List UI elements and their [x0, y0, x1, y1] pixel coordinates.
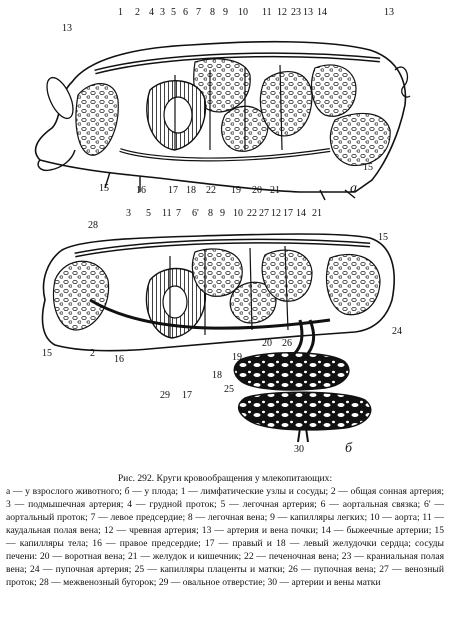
- label-a-6: 6: [183, 7, 188, 18]
- label-b-17: 17: [182, 390, 192, 401]
- label-a-15-left: 15: [99, 183, 109, 194]
- panel-a-diagram: [36, 42, 410, 200]
- panel-b-placenta-upper: [234, 353, 349, 390]
- label-b-6prime: 6': [192, 208, 199, 219]
- label-a-7: 7: [196, 7, 201, 18]
- label-a-13-left: 13: [62, 23, 72, 34]
- label-b-16: 16: [114, 354, 124, 365]
- label-a-9: 9: [223, 7, 228, 18]
- label-b-21: 21: [312, 208, 322, 219]
- label-b-3: 3: [126, 208, 131, 219]
- label-a-22: 22: [206, 185, 216, 196]
- label-a-8: 8: [210, 7, 215, 18]
- label-a-12: 12: [277, 7, 287, 18]
- label-a-1: 1: [118, 7, 123, 18]
- label-b-17-top: 17: [283, 208, 293, 219]
- label-b-30: 30: [294, 444, 304, 455]
- label-a-10: 10: [238, 7, 248, 18]
- label-a-17: 17: [168, 185, 178, 196]
- label-a-19: 19: [231, 185, 241, 196]
- label-b-20: 20: [262, 338, 272, 349]
- label-b-5: 5: [146, 208, 151, 219]
- label-a-2: 2: [135, 7, 140, 18]
- panel-a-kidney: [312, 65, 356, 116]
- label-a-21: 21: [270, 185, 280, 196]
- label-a-16: 16: [136, 185, 146, 196]
- label-b-29: 29: [160, 390, 170, 401]
- label-a-18: 18: [186, 185, 196, 196]
- label-b-12: 12: [271, 208, 281, 219]
- label-b-19: 19: [232, 352, 242, 363]
- label-a-20: 20: [252, 185, 262, 196]
- label-b-10: 10: [233, 208, 243, 219]
- label-b-8: 8: [208, 208, 213, 219]
- label-a-23: 23: [291, 7, 301, 18]
- label-b-22: 22: [247, 208, 257, 219]
- label-a-13: 13: [303, 7, 313, 18]
- label-b-7: 7: [176, 208, 181, 219]
- label-b-28: 28: [88, 220, 98, 231]
- panel-b-letter: б: [345, 441, 353, 456]
- label-a-3: 3: [160, 7, 165, 18]
- label-b-18: 18: [212, 370, 222, 381]
- label-a-13-right: 13: [384, 7, 394, 18]
- label-a-4: 4: [149, 7, 154, 18]
- label-b-11: 11: [162, 208, 172, 219]
- caption-title: Рис. 292. Круги кровообращения у млекопитающих:: [117, 473, 333, 484]
- panel-b-lungs: [192, 249, 242, 296]
- label-b-15-right: 15: [378, 232, 388, 243]
- label-b-26: 26: [282, 338, 292, 349]
- figure-caption: [6, 472, 444, 589]
- label-a-11: 11: [262, 7, 272, 18]
- label-b-9: 9: [220, 208, 225, 219]
- label-b-2: 2: [90, 348, 95, 359]
- label-b-25: 25: [224, 384, 234, 395]
- label-b-14: 14: [296, 208, 306, 219]
- panel-b-diagram: [42, 234, 394, 442]
- label-b-27: 27: [259, 208, 269, 219]
- panel-b-placenta-lower: [239, 392, 371, 430]
- caption-body: а — у взрослого животного; б — у плода; 1 — лимфатические узлы и сосуды; 2 — общая сонная артерия; 3 — подмышечная артерия; 4 — грудной проток; 5 — легочная артерия; 6 — аортальная связка; 6' — аортальный проток; 7 — левое предсердие; 8 — легочная вена; 9 — капилляры легких; 10 — аорта; 11 — каудальная полая вена; 12 — чревная артерия; 13 — артерия и вена почки; 14 — быжеечные артерии; 15 — капилляры тела; 16 — правое предсердие; 17 — правый и 18 — левый желудочки сердца; сосуды печени: 20 — воротная вена; 21 — желудок и кишечник; 22 — печеночная вена; 23 — краниальная полая вена; 24 — пупочная артерия; 25 — капилляры плаценты и матки; 26 — пупочная вена; 27 — венозный проток; 28 — межвенозный бугорок; 29 — овальное отверстие; 30 — артерии и вены матки: [6, 486, 444, 588]
- label-b-15-left: 15: [42, 348, 52, 359]
- label-a-5: 5: [171, 7, 176, 18]
- label-b-24: 24: [392, 326, 402, 337]
- label-a-15-right: 15: [363, 162, 373, 173]
- label-a-14: 14: [317, 7, 327, 18]
- panel-a-letter: а: [350, 181, 357, 196]
